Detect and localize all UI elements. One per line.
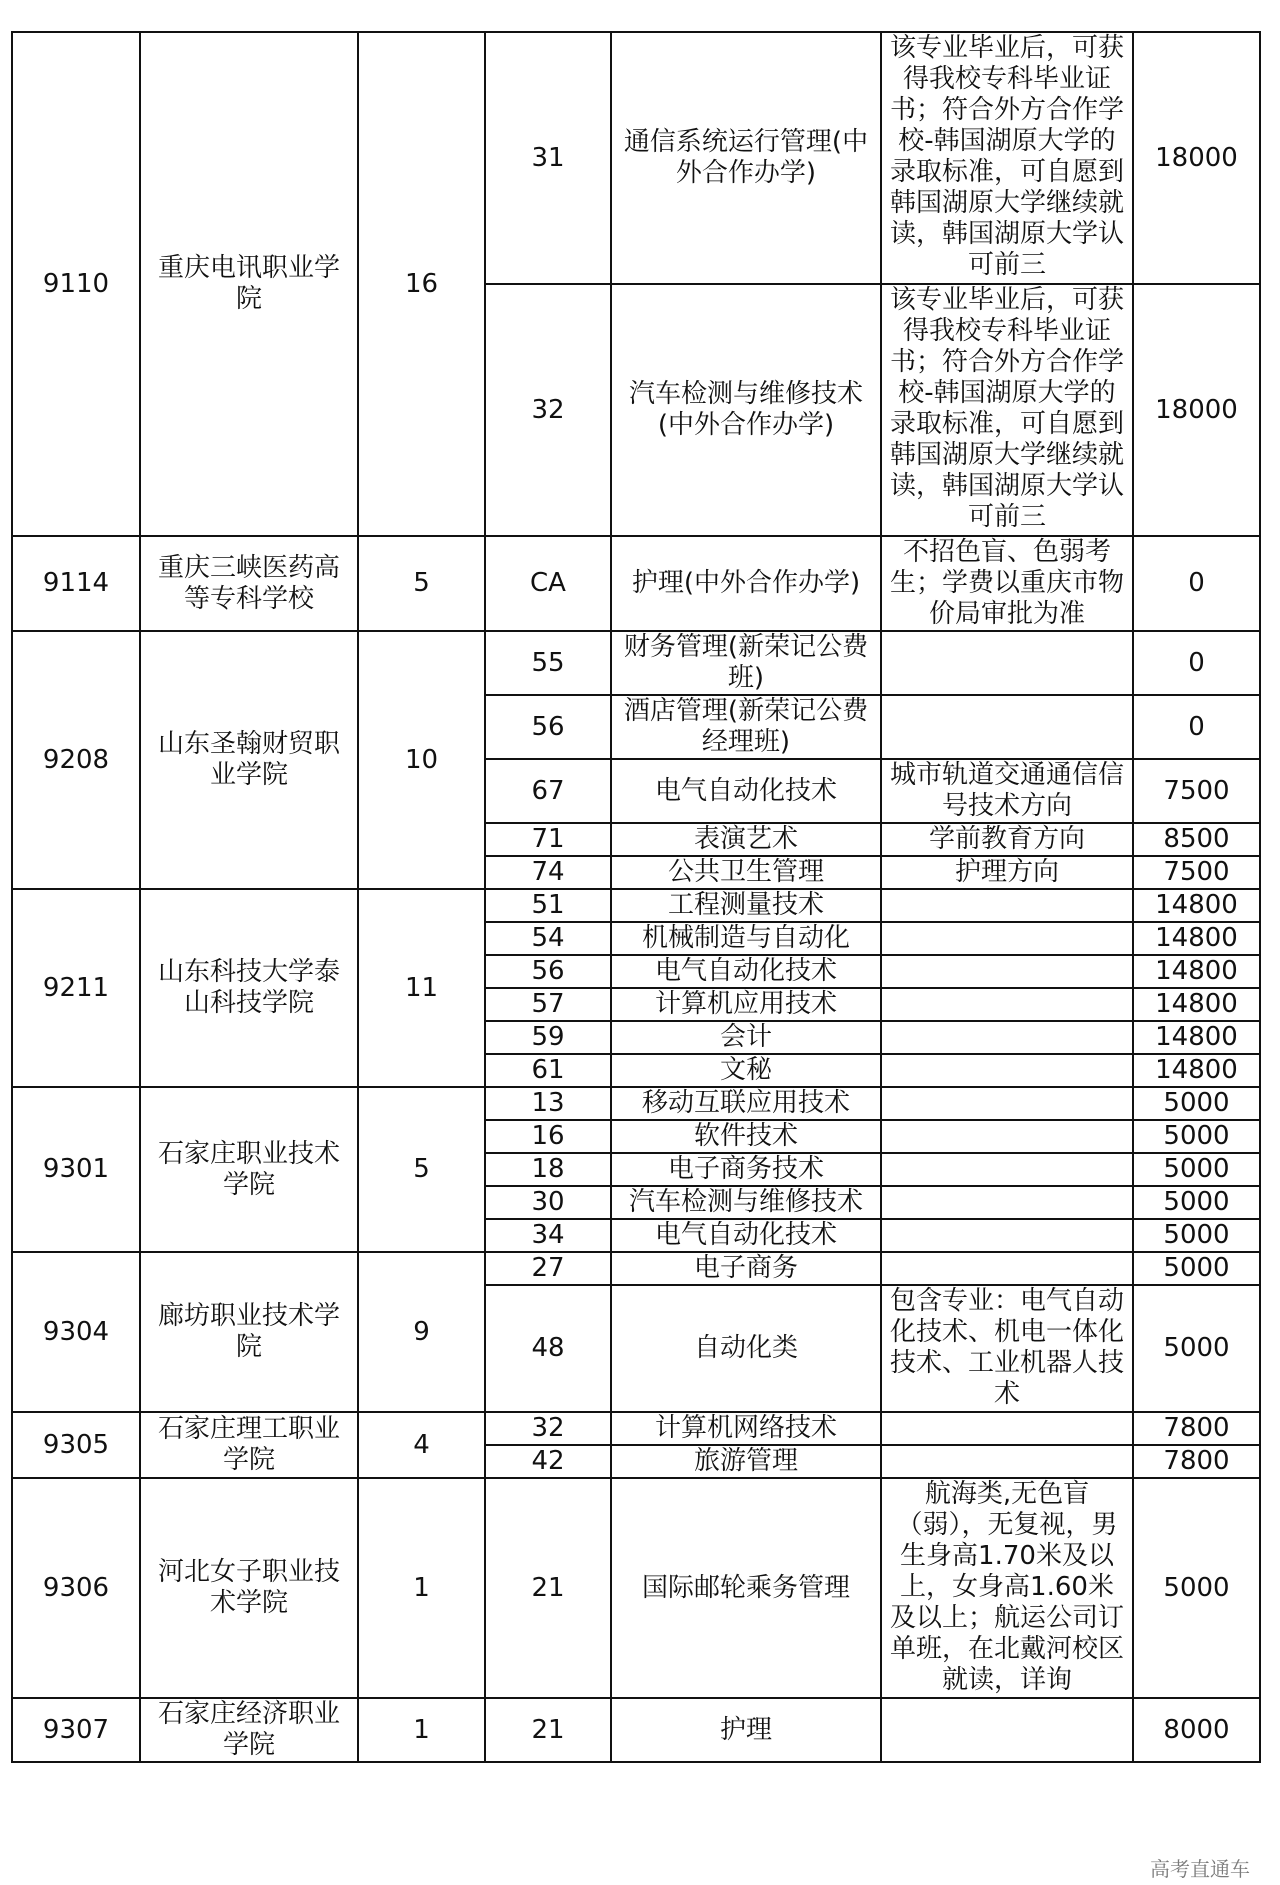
- major-note: [881, 1087, 1133, 1120]
- plan-count: 5: [358, 536, 485, 631]
- major-name: 工程测量技术: [611, 889, 881, 922]
- major-name: 国际邮轮乘务管理: [611, 1478, 881, 1698]
- tuition-fee: 14800: [1133, 1021, 1260, 1054]
- admission-plan-table: [11, 31, 1261, 1763]
- school-name: 石家庄经济职业学院: [140, 1698, 358, 1762]
- major-name: 机械制造与自动化: [611, 922, 881, 955]
- major-name: 公共卫生管理: [611, 856, 881, 889]
- tuition-fee: 14800: [1133, 922, 1260, 955]
- major-note: [881, 536, 1133, 631]
- major-code: 48: [485, 1285, 611, 1412]
- tuition-fee: 0: [1133, 631, 1260, 695]
- tuition-fee: 14800: [1133, 955, 1260, 988]
- major-note: [881, 1252, 1133, 1285]
- major-note: [881, 1120, 1133, 1153]
- major-code: 71: [485, 823, 611, 856]
- school-name: 重庆电讯职业学院: [140, 32, 358, 536]
- major-code: 32: [485, 1412, 611, 1445]
- tuition-fee: 14800: [1133, 1054, 1260, 1087]
- major-code: 30: [485, 1186, 611, 1219]
- tuition-fee: 5000: [1133, 1252, 1260, 1285]
- plan-count: 4: [358, 1412, 485, 1478]
- major-code: 34: [485, 1219, 611, 1252]
- major-note: [881, 1412, 1133, 1445]
- tuition-fee: 0: [1133, 695, 1260, 759]
- table-row: [12, 1412, 1260, 1445]
- major-code: CA: [485, 536, 611, 631]
- school-name: 山东圣翰财贸职业学院: [140, 631, 358, 889]
- tuition-fee: 7800: [1133, 1412, 1260, 1445]
- school-code: 9208: [12, 631, 140, 889]
- major-code: 74: [485, 856, 611, 889]
- tuition-fee: 5000: [1133, 1087, 1260, 1120]
- school-code: 9110: [12, 32, 140, 536]
- table-row: [12, 1698, 1260, 1762]
- major-name: 酒店管理(新荣记公费经理班): [611, 695, 881, 759]
- major-note: [881, 695, 1133, 759]
- tuition-fee: 8000: [1133, 1698, 1260, 1762]
- school-name: 廊坊职业技术学院: [140, 1252, 358, 1412]
- major-name: 电气自动化技术: [611, 1219, 881, 1252]
- major-note: 城市轨道交通通信信号技术方向: [881, 759, 1133, 823]
- major-name: 软件技术: [611, 1120, 881, 1153]
- major-code: 67: [485, 759, 611, 823]
- major-code: 61: [485, 1054, 611, 1087]
- major-name: 汽车检测与维修技术(中外合作办学): [611, 284, 881, 536]
- major-note: [881, 1219, 1133, 1252]
- major-code: 16: [485, 1120, 611, 1153]
- plan-count: 5: [358, 1087, 485, 1252]
- major-code: 51: [485, 889, 611, 922]
- major-name: 财务管理(新荣记公费班): [611, 631, 881, 695]
- plan-count: 16: [358, 32, 485, 536]
- tuition-fee: 7500: [1133, 759, 1260, 823]
- major-note: [881, 284, 1133, 536]
- school-name: 石家庄理工职业学院: [140, 1412, 358, 1478]
- major-code: 42: [485, 1445, 611, 1478]
- major-code: 21: [485, 1478, 611, 1698]
- major-note: [881, 32, 1133, 284]
- major-code: 32: [485, 284, 611, 536]
- major-code: 57: [485, 988, 611, 1021]
- major-name: 计算机应用技术: [611, 988, 881, 1021]
- tuition-fee: 5000: [1133, 1219, 1260, 1252]
- plan-count: 1: [358, 1478, 485, 1698]
- school-name: 石家庄职业技术学院: [140, 1087, 358, 1252]
- major-code: 56: [485, 955, 611, 988]
- major-code: 31: [485, 32, 611, 284]
- major-note-text: 该专业毕业后，可获得我校专科毕业证书；符合外方合作学校-韩国湖原大学的录取标准，可自愿到韩国湖原大学继续就读，韩国湖原大学认可前三: [889, 285, 1124, 532]
- major-note: [881, 922, 1133, 955]
- school-code: 9307: [12, 1698, 140, 1762]
- watermark-text: 高考直通车: [1150, 1857, 1250, 1881]
- table-row: [12, 32, 1260, 284]
- school-name: 河北女子职业技术学院: [140, 1478, 358, 1698]
- major-code: 55: [485, 631, 611, 695]
- major-note-text: 航海类,无色盲（弱），无复视，男生身高1.70米及以上，女身高1.60米及以上；航运公司订单班，在北戴河校区就读，详询: [889, 1479, 1124, 1695]
- table-row: [12, 1252, 1260, 1285]
- major-note-text: 不招色盲、色弱考生；学费以重庆市物价局审批为准: [889, 537, 1124, 629]
- major-name: 汽车检测与维修技术: [611, 1186, 881, 1219]
- major-note: [881, 1021, 1133, 1054]
- plan-count: 1: [358, 1698, 485, 1762]
- major-note: [881, 1698, 1133, 1762]
- school-code: 9211: [12, 889, 140, 1087]
- major-name: 会计: [611, 1021, 881, 1054]
- plan-count: 10: [358, 631, 485, 889]
- tuition-fee: 5000: [1133, 1285, 1260, 1412]
- major-note: [881, 988, 1133, 1021]
- major-name: 自动化类: [611, 1285, 881, 1412]
- major-code: 56: [485, 695, 611, 759]
- major-code: 21: [485, 1698, 611, 1762]
- major-name: 文秘: [611, 1054, 881, 1087]
- major-code: 18: [485, 1153, 611, 1186]
- tuition-fee: 7800: [1133, 1445, 1260, 1478]
- tuition-fee: 14800: [1133, 889, 1260, 922]
- major-code: 59: [485, 1021, 611, 1054]
- major-note: [881, 889, 1133, 922]
- major-name: 旅游管理: [611, 1445, 881, 1478]
- major-name: 电子商务: [611, 1252, 881, 1285]
- major-code: 54: [485, 922, 611, 955]
- major-name: 移动互联应用技术: [611, 1087, 881, 1120]
- major-note: [881, 1054, 1133, 1087]
- tuition-fee: 0: [1133, 536, 1260, 631]
- school-code: 9305: [12, 1412, 140, 1478]
- table-row: [12, 1478, 1260, 1698]
- tuition-fee: 14800: [1133, 988, 1260, 1021]
- major-note: [881, 1153, 1133, 1186]
- table-row: [12, 631, 1260, 695]
- school-code: 9114: [12, 536, 140, 631]
- major-name: 电子商务技术: [611, 1153, 881, 1186]
- major-note: 护理方向: [881, 856, 1133, 889]
- tuition-fee: 5000: [1133, 1186, 1260, 1219]
- major-note-text: 包含专业：电气自动化技术、机电一体化技术、工业机器人技术: [889, 1286, 1124, 1409]
- school-code: 9304: [12, 1252, 140, 1412]
- tuition-fee: 18000: [1133, 284, 1260, 536]
- major-note-text: 该专业毕业后，可获得我校专科毕业证书；符合外方合作学校-韩国湖原大学的录取标准，可自愿到韩国湖原大学继续就读，韩国湖原大学认可前三: [889, 33, 1124, 280]
- plan-count: 11: [358, 889, 485, 1087]
- table-row: [12, 889, 1260, 922]
- major-name: 护理: [611, 1698, 881, 1762]
- major-code: 13: [485, 1087, 611, 1120]
- tuition-fee: 7500: [1133, 856, 1260, 889]
- school-code: 9306: [12, 1478, 140, 1698]
- major-name: 护理(中外合作办学): [611, 536, 881, 631]
- tuition-fee: 5000: [1133, 1120, 1260, 1153]
- plan-count: 9: [358, 1252, 485, 1412]
- school-name: 重庆三峡医药高等专科学校: [140, 536, 358, 631]
- major-note: [881, 955, 1133, 988]
- major-name: 计算机网络技术: [611, 1412, 881, 1445]
- major-note: [881, 1478, 1133, 1698]
- major-note: 学前教育方向: [881, 823, 1133, 856]
- major-code: 27: [485, 1252, 611, 1285]
- table-row: [12, 536, 1260, 631]
- tuition-fee: 8500: [1133, 823, 1260, 856]
- major-note: [881, 1445, 1133, 1478]
- tuition-fee: 18000: [1133, 32, 1260, 284]
- major-name: 电气自动化技术: [611, 955, 881, 988]
- major-name: 表演艺术: [611, 823, 881, 856]
- major-name: 电气自动化技术: [611, 759, 881, 823]
- tuition-fee: 5000: [1133, 1153, 1260, 1186]
- major-note: [881, 1285, 1133, 1412]
- school-name: 山东科技大学泰山科技学院: [140, 889, 358, 1087]
- table-row: [12, 1087, 1260, 1120]
- school-code: 9301: [12, 1087, 140, 1252]
- major-note: [881, 631, 1133, 695]
- major-note: [881, 1186, 1133, 1219]
- tuition-fee: 5000: [1133, 1478, 1260, 1698]
- major-name: 通信系统运行管理(中外合作办学): [611, 32, 881, 284]
